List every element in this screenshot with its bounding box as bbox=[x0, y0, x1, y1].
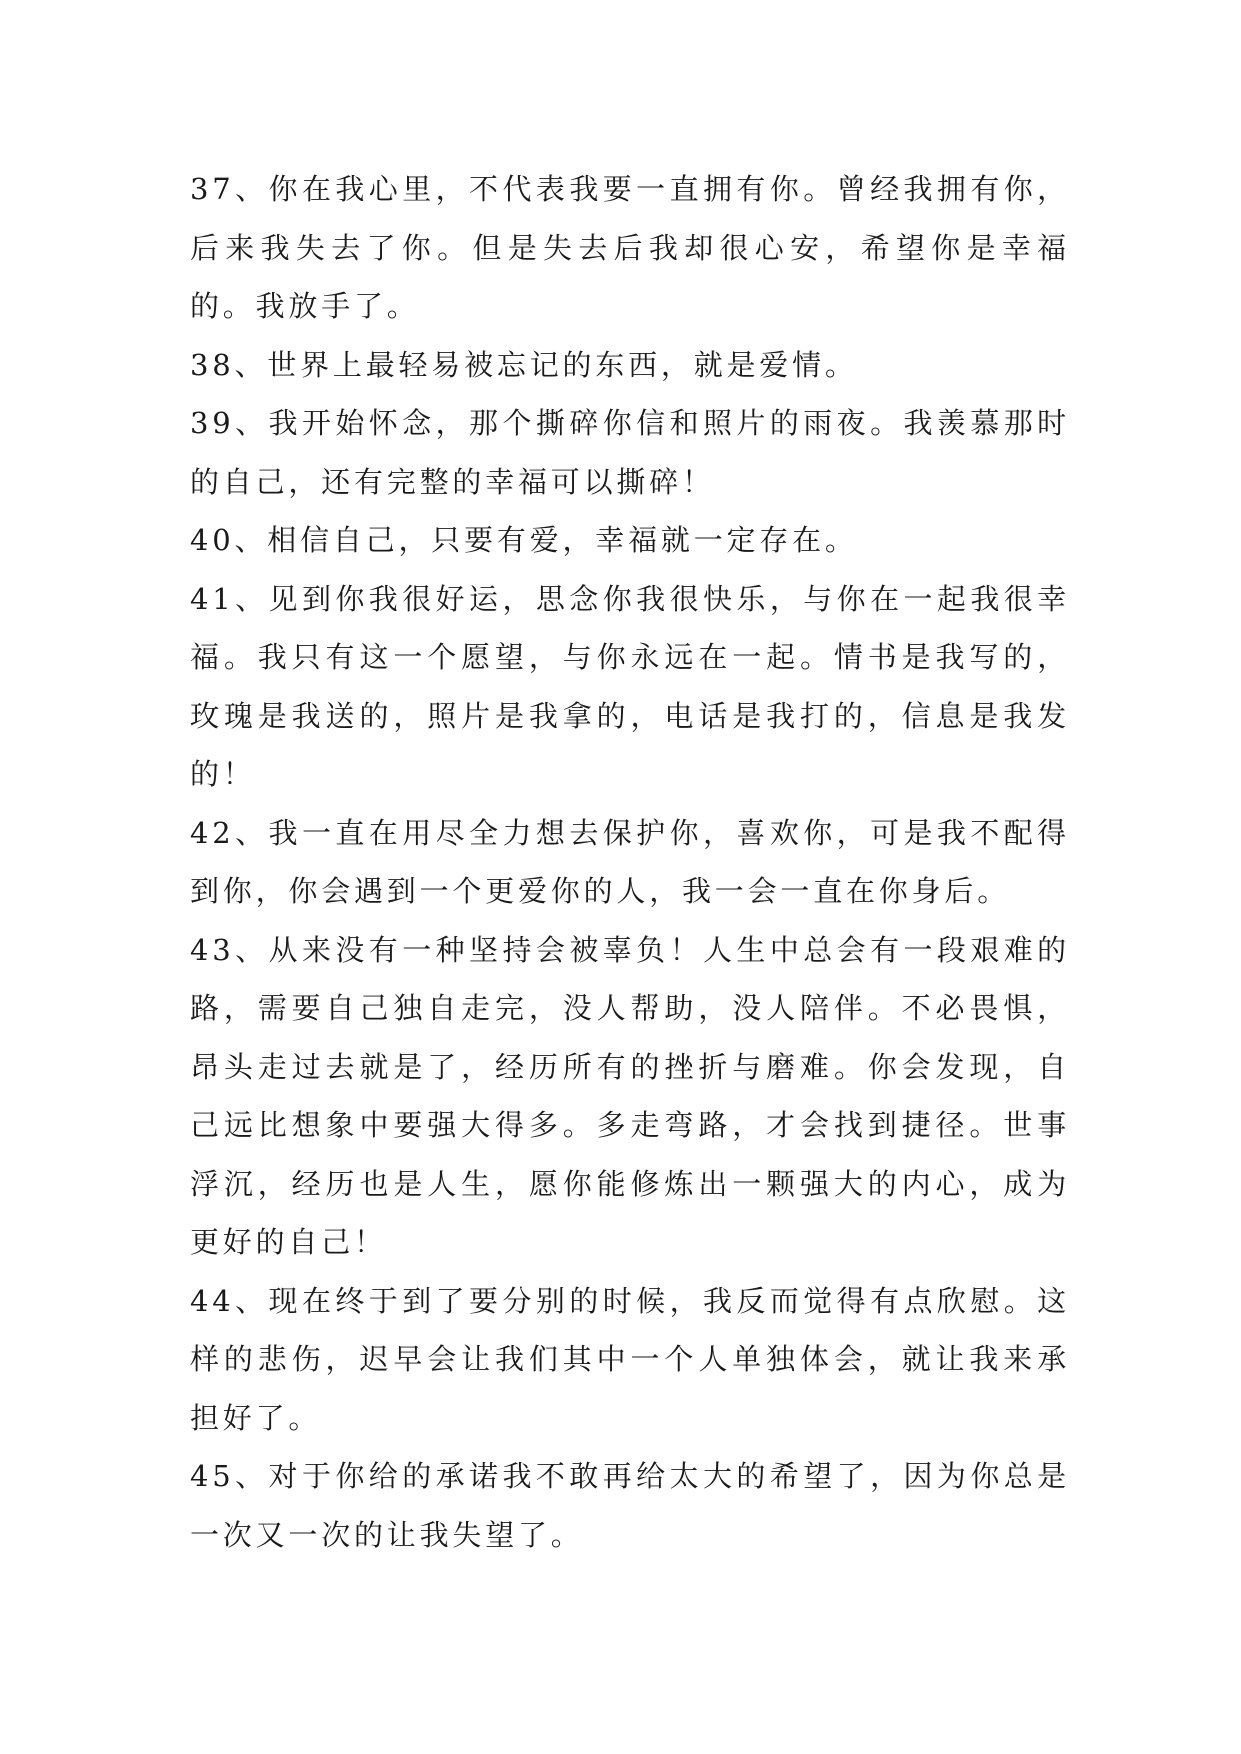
entry-43: 43、从来没有一种坚持会被辜负！人生中总会有一段艰难的路，需要自己独自走完，没人帮助，没人陪伴。不必畏惧，昂头走过去就是了，经历所有的挫折与磨难。你会发现，自己远比想象中要强大得多。多走弯路，才会找到捷径。世事浮沉，经历也是人生，愿你能修炼出一颗强大的内心，成为更好的自己！ bbox=[190, 932, 1070, 1259]
entry-45: 45、对于你给的承诺我不敢再给太大的希望了，因为你总是一次又一次的让我失望了。 bbox=[190, 1459, 1070, 1552]
document-body bbox=[190, 160, 1070, 1564]
entry-38: 38、世界上最轻易被忘记的东西，就是爱情。 bbox=[190, 347, 858, 382]
entry-40: 40、相信自己，只要有爱，幸福就一定存在。 bbox=[190, 523, 858, 557]
entry-39: 39、我开始怀念，那个撕碎你信和照片的雨夜。我羡慕那时的自己，还有完整的幸福可以撕碎！ bbox=[190, 406, 1070, 499]
entry-37: 37、你在我心里，不代表我要一直拥有你。曾经我拥有你，后来我失去了你。但是失去后我却很心安，希望你是幸福的。我放手了。 bbox=[190, 172, 1070, 323]
entry-41: 41、见到你我很好运，思念你我很快乐，与你在一起我很幸福。我只有这一个愿望，与你永远在一起。情书是我写的，玫瑰是我送的，照片是我拿的，电话是我打的，信息是我发的！ bbox=[190, 581, 1070, 791]
entry-44: 44、现在终于到了要分别的时候，我反而觉得有点欣慰。这样的悲伤，迟早会让我们其中一个人单独体会，就让我来承担好了。 bbox=[190, 1283, 1070, 1435]
entry-42: 42、我一直在用尽全力想去保护你，喜欢你，可是我不配得到你，你会遇到一个更爱你的人，我一会一直在你身后。 bbox=[190, 815, 1070, 908]
